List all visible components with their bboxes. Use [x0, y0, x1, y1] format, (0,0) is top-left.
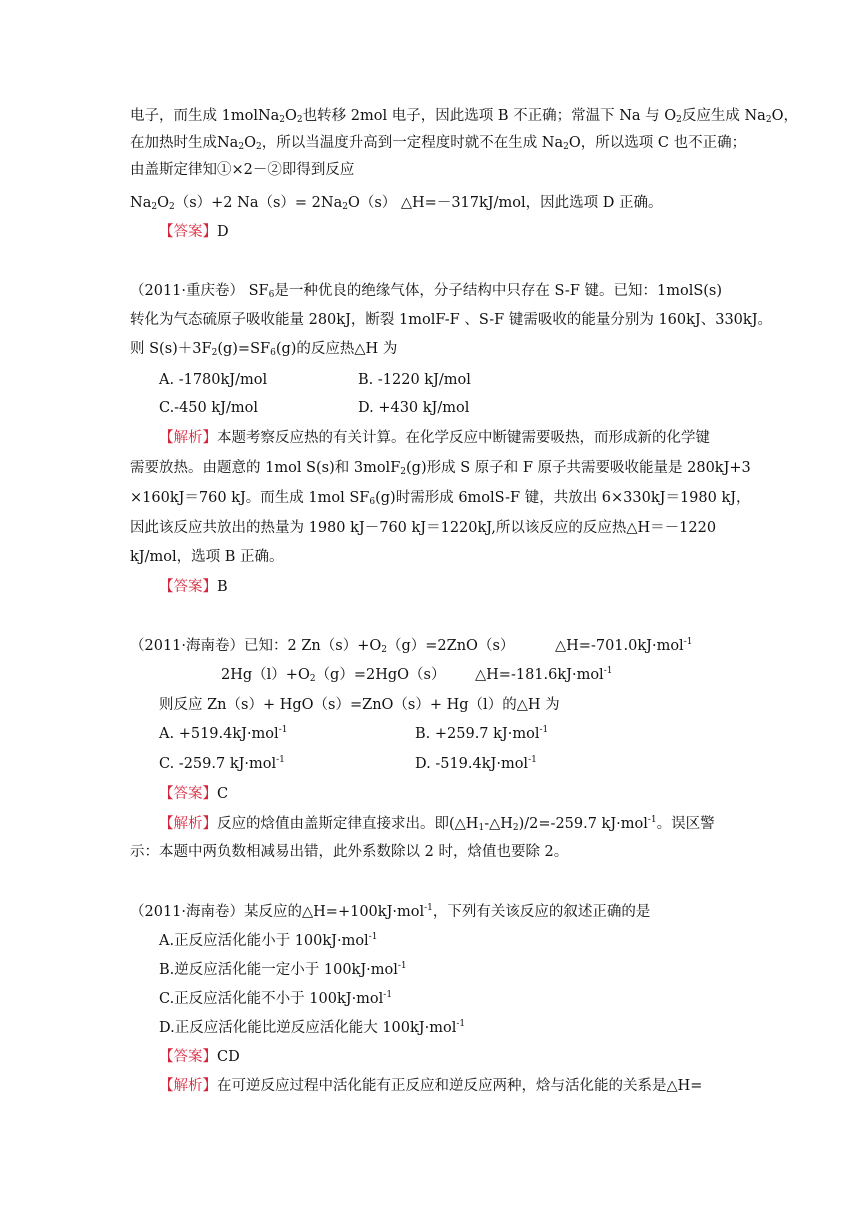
question-stem: （2011·海南卷）已知：2 $Zn(s)+O_2(g)=2ZnO(s)$ [130, 638, 515, 655]
option-c: C.-450 kJ/mol [159, 400, 258, 416]
enthalpy-value: △H=-701.0kJ·mol$^{-1}$ [555, 637, 693, 654]
option-d: D. -519.4kJ·mol$^{-1}$ [415, 755, 537, 772]
paragraph-line: 电子，而生成 $1molNa_2O_2$也转移 2mol 电子，因此选项 B 不正确；常温下 Na 与 $O_2$反应生成 $Na_2O$， [130, 108, 798, 125]
answer-line [159, 577, 228, 597]
analysis-tag: 【解析】 [159, 430, 217, 446]
answer-tag: 【答案】 [159, 1049, 217, 1065]
option-c: C.正反应活化能不小于 100kJ·mol$^{-1}$ [159, 990, 393, 1007]
paragraph-line: 在加热时生成$Na_2O_2$，所以当温度升高到一定程度时就不在生成 $Na_2O$，所以选项 C 也不正确； [130, 135, 747, 152]
answer-line [159, 784, 228, 804]
analysis-tag: 【解析】 [159, 1078, 217, 1094]
option-c: C. -259.7 kJ·mol$^{-1}$ [159, 755, 285, 772]
answer-line [159, 222, 229, 242]
option-b: B.逆反应活化能一定小于 100kJ·mol$^{-1}$ [159, 961, 407, 978]
question-stem: 则 $S(s)+3F_2(g)=SF_6(g)$的反应热△H 为 [130, 341, 398, 358]
answer-value: D [217, 224, 229, 240]
analysis-line: 【解析】在可逆反应过程中活化能有正反应和逆反应两种，焓与活化能的关系是△H= [159, 1078, 703, 1094]
answer-line [159, 1047, 240, 1067]
answer-value: B [217, 579, 228, 595]
option-b: B. +259.7 kJ·mol$^{-1}$ [415, 725, 549, 742]
option-a: A. +519.4kJ·mol$^{-1}$ [159, 725, 288, 742]
paragraph-line: $Na_2O_2(s)+2$ $Na(s)= 2Na_2O(s)$ △H=－317kJ/mol，因此选项 D 正确。 [130, 195, 663, 212]
paragraph-line: 由盖斯定律知①×2－②即得到反应 [130, 162, 355, 178]
option-d: D. +430 kJ/mol [358, 400, 470, 416]
question-stem: （2011·重庆卷） $SF_6$是一种优良的绝缘气体，分子结构中只存在 S-F 键。已知：1molS(s) [130, 283, 723, 300]
answer-tag: 【答案】 [159, 786, 217, 802]
enthalpy-value: △H=-181.6kJ·mol$^{-1}$ [475, 666, 613, 683]
answer-tag: 【答案】 [159, 579, 217, 595]
answer-value: C [217, 786, 229, 802]
question-stem: $2Hg(l)+O_2(g)=2HgO(s)$ [221, 667, 446, 684]
answer-value: CD [217, 1049, 240, 1065]
option-b: B. -1220 kJ/mol [358, 372, 471, 388]
analysis-line: 示：本题中两负数相减易出错，此外系数除以 2 时，焓值也要除 2。 [130, 844, 569, 860]
option-d: D.正反应活化能比逆反应活化能大 100kJ·mol$^{-1}$ [159, 1019, 466, 1036]
analysis-line: 因此该反应共放出的热量为 1980 kJ－760 kJ＝1220kJ,所以该反应的反应热△H＝－1220 [130, 520, 717, 536]
analysis-line: ×160kJ＝760 kJ。而生成 1mol $SF_6(g)$时需形成 6molS-F 键，共放出 6×330kJ＝1980 kJ， [130, 490, 751, 507]
question-stem: 转化为气态硫原子吸收能量 280kJ，断裂 1molF-F 、S-F 键需吸收的能量分别为 160kJ、330kJ。 [130, 312, 773, 328]
question-stem: 则反应 Zn（s）+ HgO（s）=ZnO（s）+ Hg（l）的△H 为 [159, 697, 560, 713]
answer-tag: 【答案】 [159, 224, 217, 240]
question-stem: （2011·海南卷）某反应的△H=+100kJ·mol$^{-1}$，下列有关该反应的叙述正确的是 [130, 903, 651, 920]
analysis-tag: 【解析】 [159, 816, 217, 832]
analysis-line: 【解析】反应的焓值由盖斯定律直接求出。即$(\triangle H_1-\triangle H_2)/2=-259.7$ kJ·mol$^{-1}$。误区警 [159, 815, 715, 833]
analysis-line: 需要放热。由题意的 1mol S(s)和 3molF$_2$(g)形成 S 原子和 F 原子共需要吸收能量是 280kJ+3 [130, 460, 751, 477]
analysis-line: kJ/mol，选项 B 正确。 [130, 549, 284, 565]
option-a: A.正反应活化能小于 100kJ·mol$^{-1}$ [159, 932, 378, 949]
analysis-line: 【解析】本题考察反应热的有关计算。在化学反应中断键需要吸热，而形成新的化学键 [159, 430, 710, 446]
option-a: A. -1780kJ/mol [159, 372, 268, 388]
